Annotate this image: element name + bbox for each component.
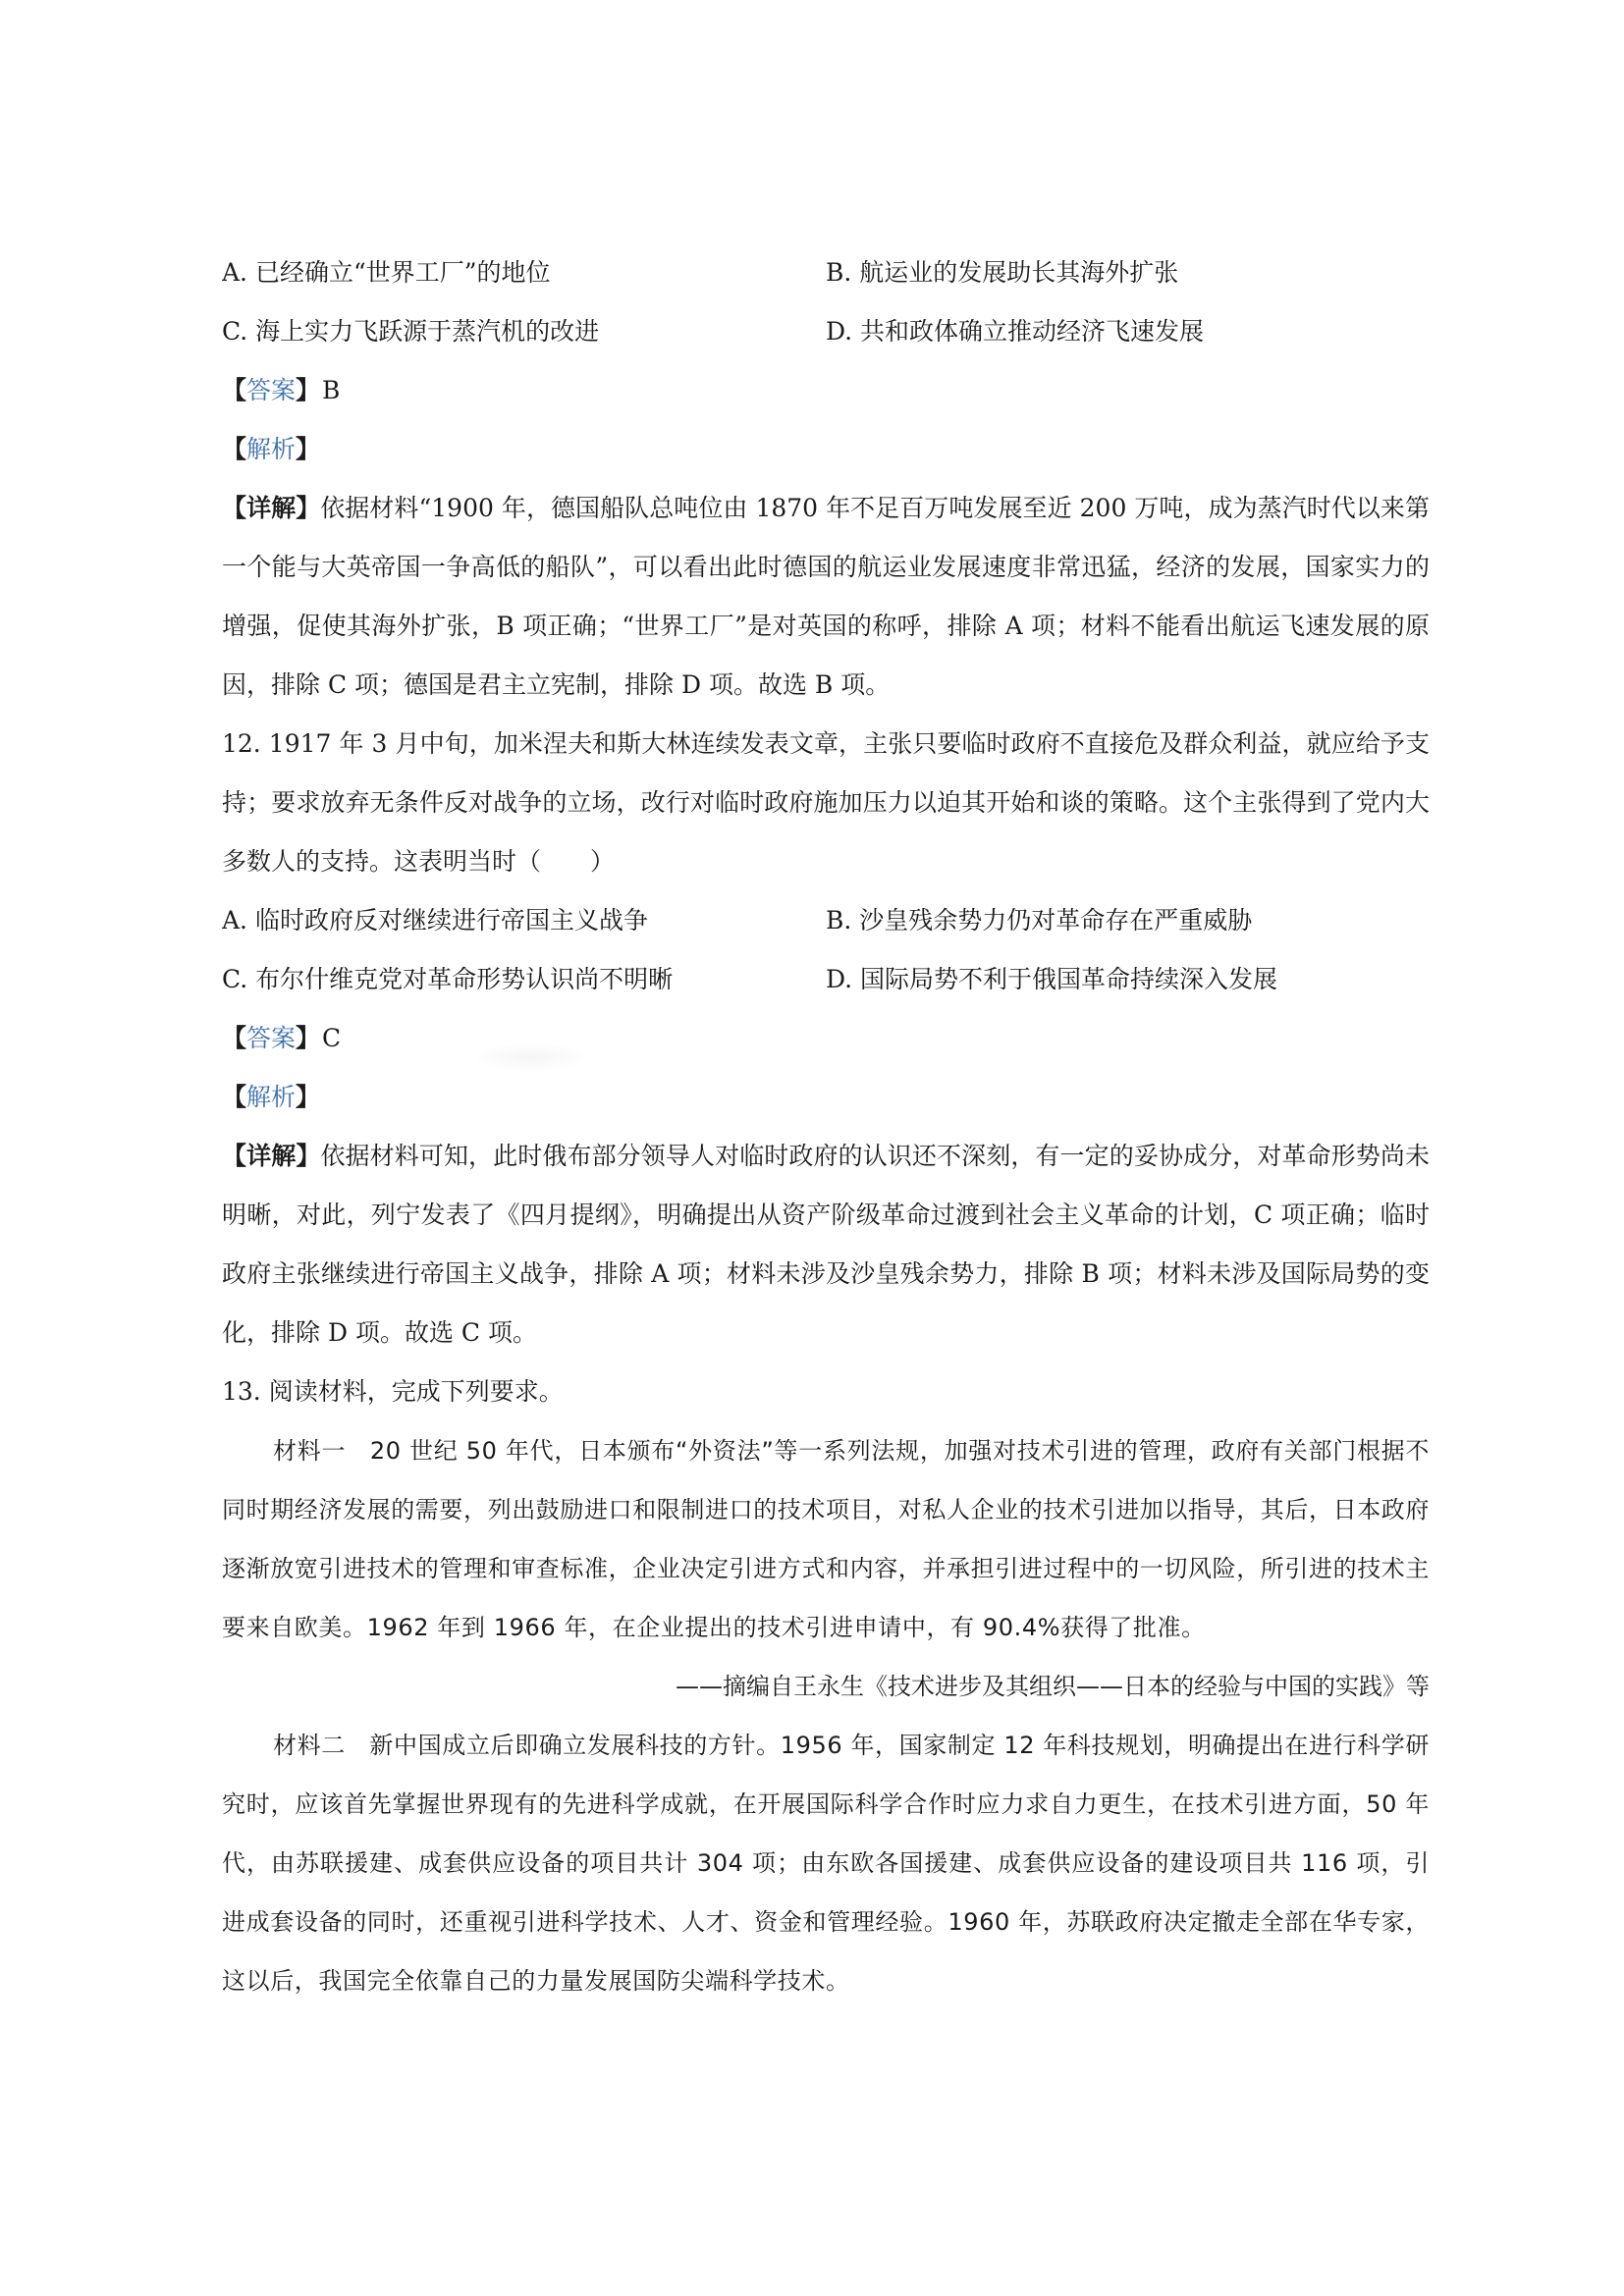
- q11-option-b: B. 航运业的发展助长其海外扩张: [826, 258, 1179, 287]
- q13-material-2: 材料二 新中国成立后即确立发展科技的方针。1956 年，国家制定 12 年科技规划，明确提出在进行科学研究时，应该首先掌握世界现有的先进科学成就，在开展国际科学合作时应力求自力更生，在技术引进方面，50 年代，由苏联援建、成套供应设备的项目共计 304 项；由东欧各国援建、成套供应设备的建设项目共 116 项，引进成套设备的同时，还重视引进科学技术、人才、资金和管理经验。1960 年，苏联政府决定撤走全部在华专家，这以后，我国完全依靠自己的力量发展国防尖端科学技术。: [222, 1732, 1430, 1995]
- q13-material-1-source: ——摘编自王永生《技术进步及其组织——日本的经验与中国的实践》等: [676, 1673, 1430, 1700]
- q12-option-b: B. 沙皇残余势力仍对革命存在严重威胁: [826, 906, 1253, 934]
- q11-option-d: D. 共和政体确立推动经济飞速发展: [826, 317, 1205, 346]
- q13-material-1: 材料一 20 世纪 50 年代，日本颁布“外资法”等一系列法规，加强对技术引进的管理，政府有关部门根据不同时期经济发展的需要，列出鼓励进口和限制进口的技术项目，对私人企业的技术引进加以指导，其后，日本政府逐渐放宽引进技术的管理和审查标准，企业决定引进方式和内容，并承担引进过程中的一切风险，所引进的技术主要来自欧美。1962 年到 1966 年，在企业提出的技术引进申请中，有 90.4%获得了批准。: [222, 1437, 1430, 1641]
- bracket-open: 【: [222, 376, 247, 404]
- bracket-open: 【: [222, 494, 247, 522]
- q12-detail-tag: 详解: [246, 1142, 297, 1170]
- q11-analysis-tag: 解析: [246, 435, 297, 463]
- bracket-close: 】: [296, 1142, 321, 1170]
- bracket-close: 】: [296, 1024, 321, 1052]
- q11-options-row-2: [222, 302, 1430, 361]
- q12-options-row-1: [222, 891, 1430, 950]
- q11-analysis: [222, 420, 1430, 479]
- q11-detail-tag: 详解: [246, 494, 297, 522]
- q11-answer-value: B: [322, 376, 341, 404]
- bracket-open: 【: [222, 1024, 247, 1052]
- q12-analysis-tag: 解析: [246, 1083, 297, 1111]
- q11-detail: [222, 479, 1430, 715]
- q11-option-c: C. 海上实力飞跃源于蒸汽机的改进: [222, 317, 600, 346]
- q12-detail-text: 依据材料可知，此时俄布部分领导人对临时政府的认识还不深刻，有一定的妥协成分，对革命形势尚未明晰，对此，列宁发表了《四月提纲》，明确提出从资产阶级革命过渡到社会主义革命的计划，C 项正确；临时政府主张继续进行帝国主义战争，排除 A 项；材料未涉及沙皇残余势力，排除 B 项；材料未涉及国际局势的变化，排除 D 项。故选 C 项。: [222, 1142, 1430, 1347]
- q11-option-a: A. 已经确立“世界工厂”的地位: [222, 258, 551, 287]
- bracket-close: 】: [296, 376, 321, 404]
- q12-analysis: [222, 1068, 1430, 1127]
- bracket-close: 】: [296, 1083, 321, 1111]
- q12-options-row-2: [222, 950, 1430, 1009]
- q11-detail-text: 依据材料“1900 年，德国船队总吨位由 1870 年不足百万吨发展至近 200 万吨，成为蒸汽时代以来第一个能与大英帝国一争高低的船队”，可以看出此时德国的航运业发展速度非常迅猛，经济的发展，国家实力的增强，促使其海外扩张，B 项正确；“世界工厂”是对英国的称呼，排除 A 项；材料不能看出航运飞速发展的原因，排除 C 项；德国是君主立宪制，排除 D 项。故选 B 项。: [222, 494, 1430, 699]
- bracket-open: 【: [222, 1142, 247, 1170]
- bracket-open: 【: [222, 1083, 247, 1111]
- q13-stem: 13. 阅读材料，完成下列要求。: [222, 1377, 564, 1406]
- bracket-close: 】: [296, 494, 321, 522]
- q12-detail: [222, 1127, 1430, 1362]
- q12-answer-tag: 答案: [246, 1024, 297, 1052]
- q12-option-d: D. 国际局势不利于俄国革命持续深入发展: [826, 965, 1278, 993]
- q11-answer-tag: 答案: [246, 376, 297, 404]
- q11-answer: [222, 361, 1430, 420]
- page-content: [222, 243, 1430, 2010]
- q12-answer: [222, 1009, 1430, 1068]
- q12-stem: 12. 1917 年 3 月中旬，加米涅夫和斯大林连续发表文章，主张只要临时政府不直接危及群众利益，就应给予支持；要求放弃无条件反对战争的立场，改行对临时政府施加压力以迫其开始和谈的策略。这个主张得到了党内大多数人的支持。这表明当时（ ）: [222, 729, 1430, 876]
- q11-options-row-1: [222, 243, 1430, 302]
- q12-answer-value: C: [322, 1024, 342, 1052]
- q12-option-c: C. 布尔什维克党对革命形势认识尚不明晰: [222, 965, 674, 993]
- bracket-open: 【: [222, 435, 247, 463]
- bracket-close: 】: [296, 435, 321, 463]
- q12-option-a: A. 临时政府反对继续进行帝国主义战争: [222, 906, 648, 934]
